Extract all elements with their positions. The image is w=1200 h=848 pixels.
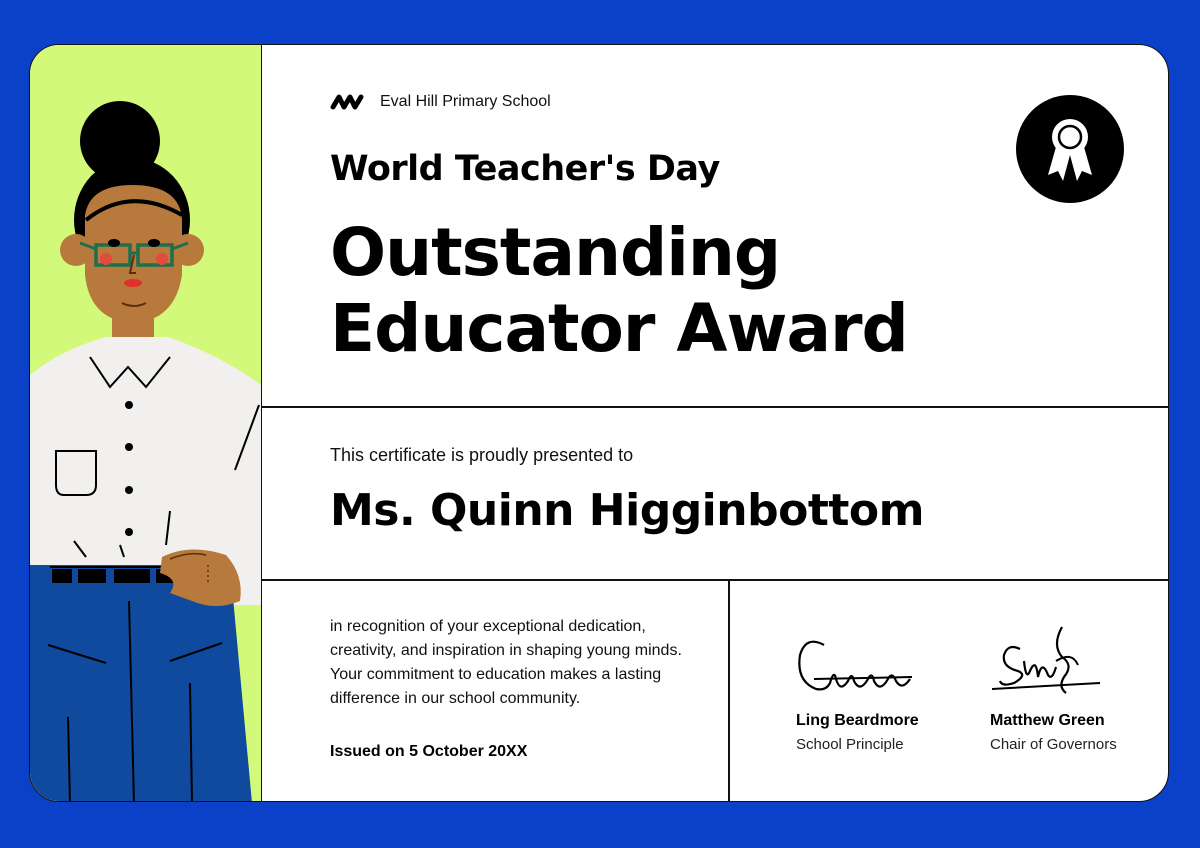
teacher-illustration [30,45,262,802]
signatory-name: Matthew Green [990,712,1105,729]
divider-top [261,406,1168,408]
award-ribbon-icon [1016,95,1124,203]
signatory-role: Chair of Governors [990,736,1117,753]
school-name: Eval Hill Primary School [380,93,551,110]
certificate-subtitle: World Teacher's Day [330,149,720,189]
school-logo [330,93,551,111]
divider-middle [261,579,1168,581]
title-line-2: Educator Award [330,290,908,367]
signature-matthew-green [990,621,1120,701]
wave-logo-icon [330,93,366,111]
title-line-1: Outstanding [330,214,781,291]
signature-ling-beardmore [796,633,926,701]
signatory-name: Ling Beardmore [796,712,919,729]
signature-block-1 [796,633,926,753]
divider-vertical [728,580,730,802]
signature-block-2 [990,621,1120,753]
recognition-text: in recognition of your exceptional dedication, creativity, and inspiration in shaping young minds. Your commitment to education makes a lasting difference in our school community. [330,618,682,707]
certificate-card [29,44,1169,802]
recipient-name: Ms. Quinn Higginbottom [330,485,924,536]
signatory-role: School Principle [796,736,904,753]
presented-text: This certificate is proudly presented to [330,445,634,465]
certificate-title [330,215,1030,367]
issued-date: Issued on 5 October 20XX [330,743,528,760]
